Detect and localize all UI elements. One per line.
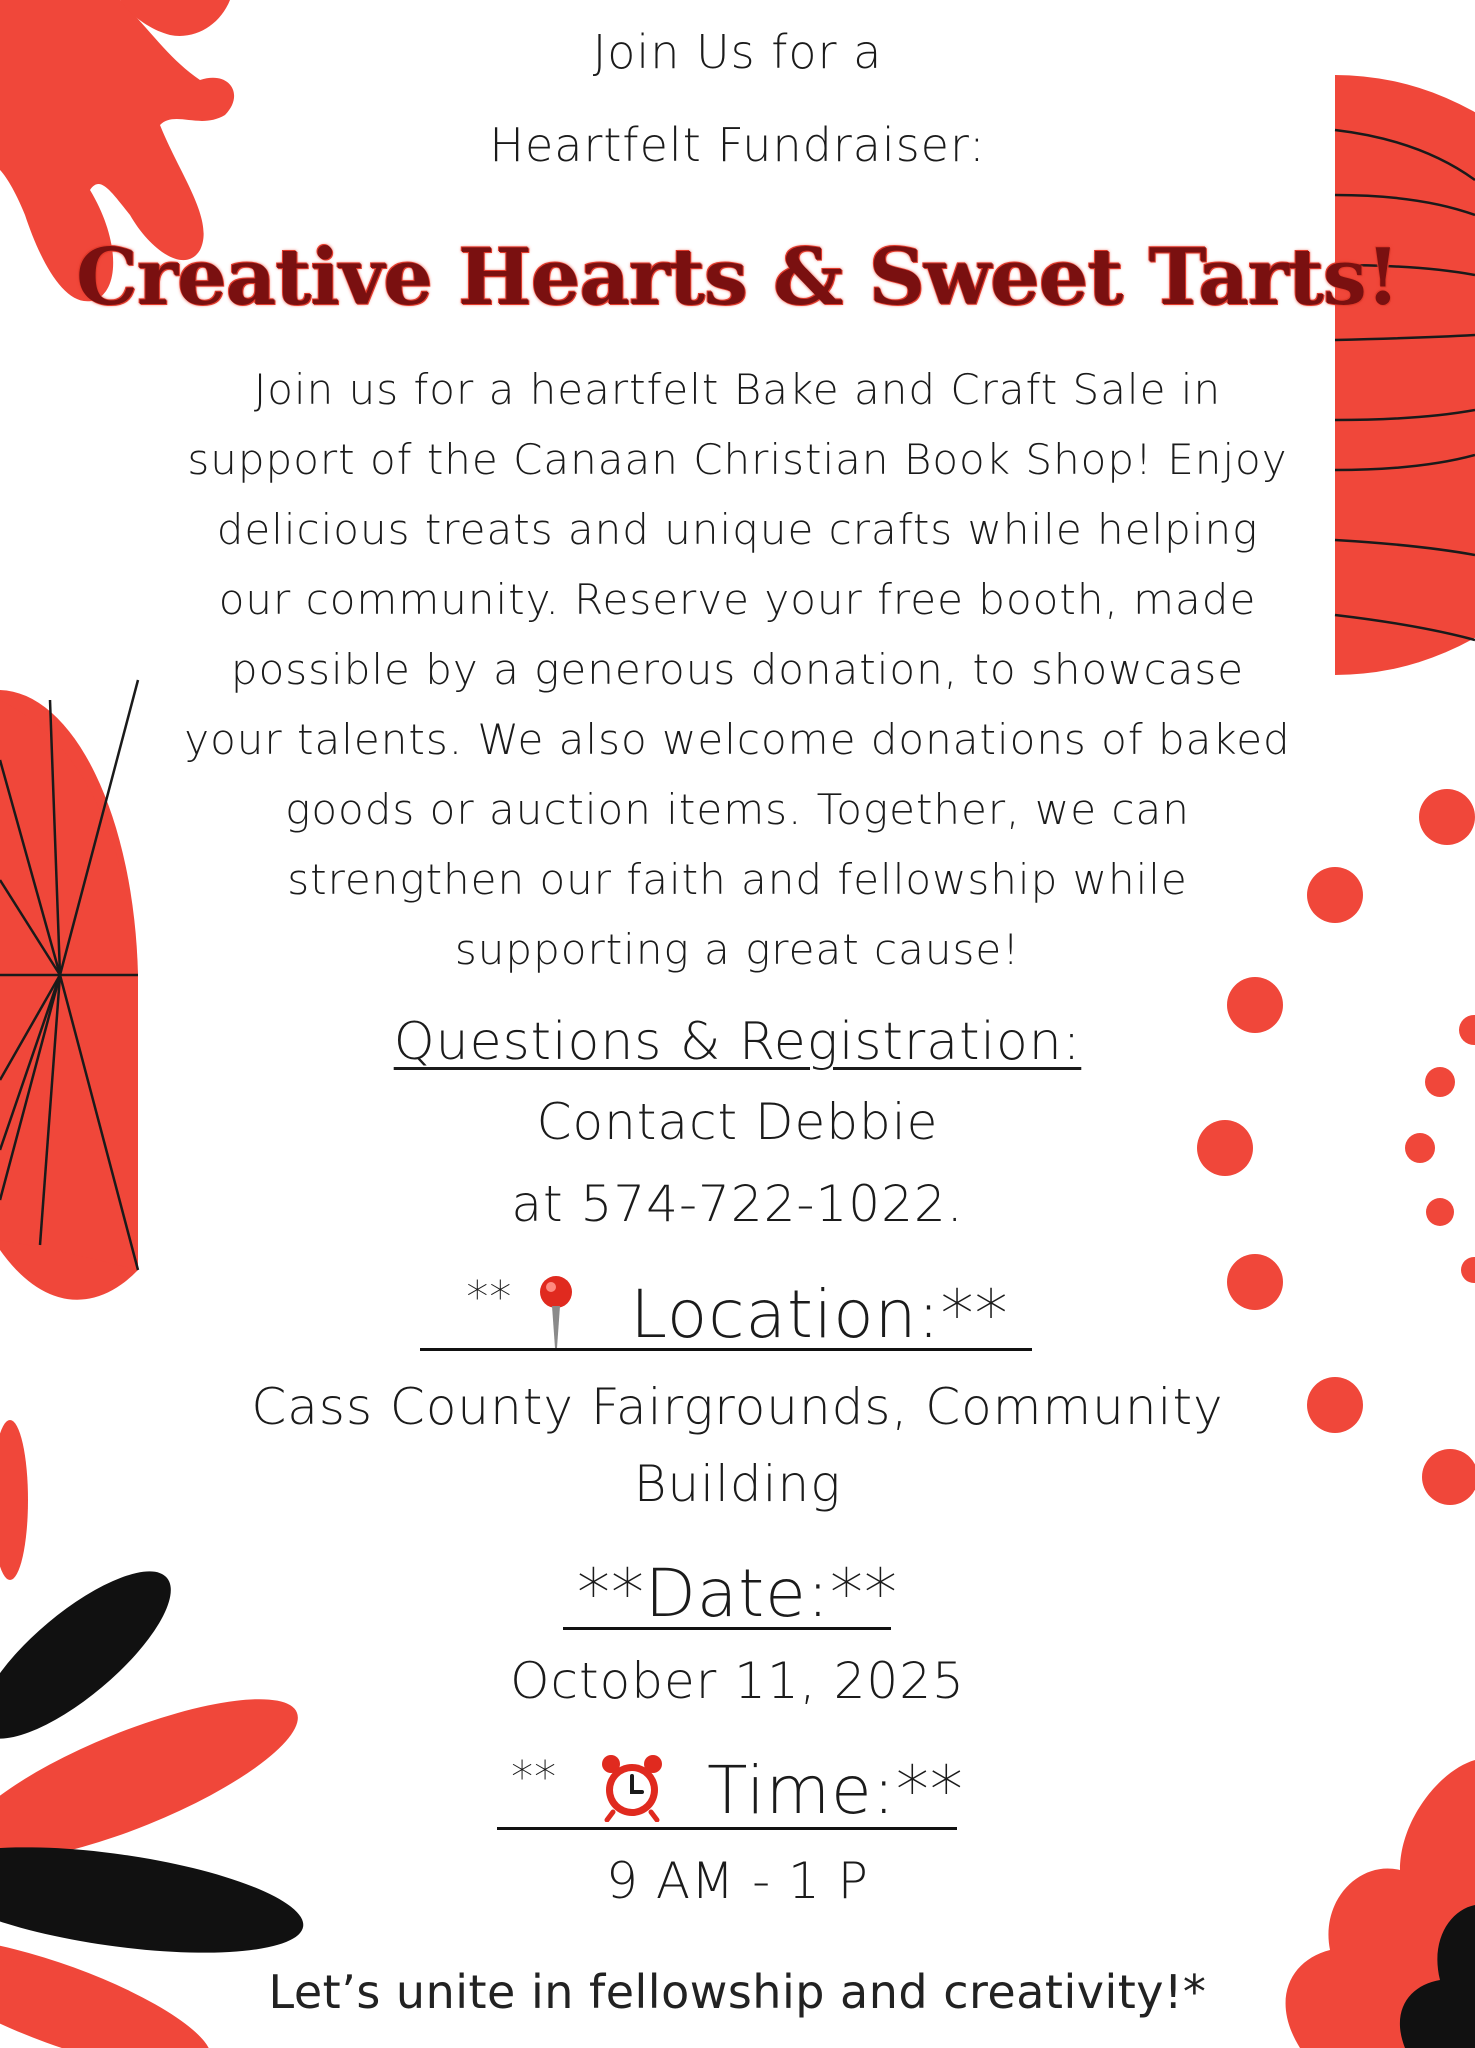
time-prefix: ** xyxy=(511,1752,558,1803)
location-heading xyxy=(0,1272,1475,1366)
time-value: 9 AM - 1 P xyxy=(606,1852,869,1910)
description-line: supporting a great cause! xyxy=(454,925,1021,974)
location-line-2: Building xyxy=(633,1455,842,1513)
description-line: possible by a generous donation, to showcase xyxy=(230,645,1245,694)
location-line-1: Cass County Fairgrounds, Community xyxy=(251,1378,1224,1436)
time-title: Time:** xyxy=(707,1752,964,1829)
alarm-clock-icon xyxy=(599,1752,665,1838)
date-heading: **Date:** xyxy=(577,1555,898,1632)
registration-heading: Questions & Registration: xyxy=(393,1012,1082,1072)
description-line: delicious treats and unique crafts while helping xyxy=(216,505,1259,554)
description-line: Join us for a heartfelt Bake and Craft Sale in xyxy=(253,365,1222,414)
description-line: goods or auction items. Together, we can xyxy=(285,785,1190,834)
registration-contact: Contact Debbie xyxy=(536,1093,939,1151)
time-heading xyxy=(0,1752,1475,1838)
description-line: support of the Canaan Christian Book Shop! Enjoy xyxy=(187,435,1288,484)
event-title: Creative Hearts & Sweet Tarts! xyxy=(75,232,1400,323)
description-line: your talents. We also welcome donations of baked xyxy=(184,715,1291,764)
location-title: Location:** xyxy=(630,1276,1009,1353)
registration-phone: at 574-722-1022. xyxy=(511,1175,964,1233)
closing-message: Let’s unite in fellowship and creativity!* xyxy=(268,1965,1207,2019)
date-underline xyxy=(563,1627,891,1630)
description-line: our community. Reserve your free booth, made xyxy=(218,575,1257,624)
intro-line-1: Join Us for a xyxy=(592,25,883,79)
location-prefix: ** xyxy=(466,1272,513,1323)
time-underline xyxy=(497,1827,957,1830)
date-value: October 11, 2025 xyxy=(510,1652,965,1710)
location-underline xyxy=(420,1348,1032,1351)
pushpin-icon xyxy=(534,1272,578,1366)
intro-line-2: Heartfelt Fundraiser: xyxy=(489,118,986,172)
description-line: strengthen our faith and fellowship while xyxy=(287,855,1188,904)
